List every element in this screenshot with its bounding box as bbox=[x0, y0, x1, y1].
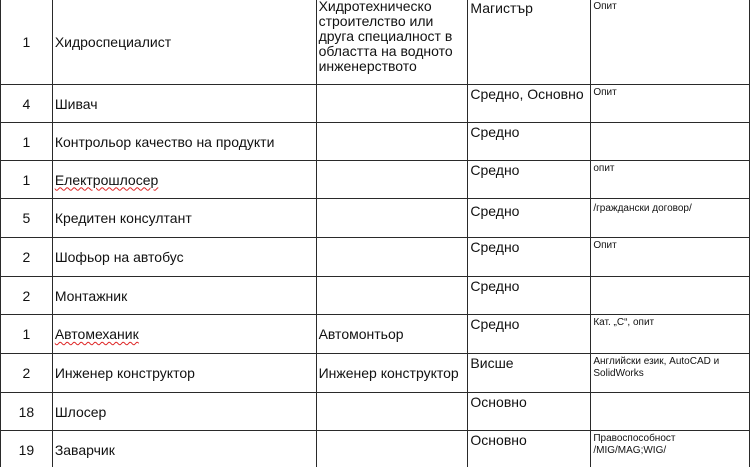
count-cell: 2 bbox=[1, 238, 53, 277]
count-cell: 4 bbox=[1, 85, 53, 123]
table-row bbox=[1, 393, 750, 431]
note-cell: опит bbox=[591, 161, 750, 199]
count-cell: 2 bbox=[1, 277, 53, 315]
specialty-cell bbox=[316, 238, 468, 277]
count-cell: 1 bbox=[1, 161, 53, 199]
note-cell: /граждански договор/ bbox=[591, 199, 750, 238]
table-row bbox=[1, 0, 750, 85]
count-cell: 1 bbox=[1, 315, 53, 354]
position-cell bbox=[52, 315, 316, 354]
education-cell: Средно bbox=[468, 238, 591, 277]
count-cell: 1 bbox=[1, 123, 53, 161]
education-cell: Основно bbox=[468, 431, 591, 467]
table-row bbox=[1, 277, 750, 315]
specialty-cell: Автомонтьор bbox=[316, 315, 468, 354]
table-row bbox=[1, 431, 750, 467]
specialty-cell: Инженер конструктор bbox=[316, 354, 468, 393]
count-cell: 5 bbox=[1, 199, 53, 238]
specialty-cell bbox=[316, 123, 468, 161]
note-cell: Кат. „С“, опит bbox=[591, 315, 750, 354]
table-row bbox=[1, 315, 750, 354]
table-row bbox=[1, 85, 750, 123]
count-cell: 2 bbox=[1, 354, 53, 393]
position-cell: Шивач bbox=[52, 85, 316, 123]
note-cell: Опит bbox=[591, 0, 750, 85]
education-cell: Средно bbox=[468, 123, 591, 161]
specialty-cell bbox=[316, 277, 468, 315]
specialty-cell bbox=[316, 161, 468, 199]
note-cell: Опит bbox=[591, 238, 750, 277]
specialty-cell: Хидротехническо строителство или друга специалност в областта на водното инженерството bbox=[316, 0, 468, 85]
position-cell: Шофьор на автобус bbox=[52, 238, 316, 277]
position-cell: Хидроспециалист bbox=[52, 0, 316, 85]
education-cell: Средно bbox=[468, 161, 591, 199]
education-cell: Средно bbox=[468, 277, 591, 315]
count-cell: 18 bbox=[1, 393, 53, 431]
note-cell bbox=[591, 393, 750, 431]
table-row bbox=[1, 123, 750, 161]
specialty-cell bbox=[316, 431, 468, 467]
count-cell: 19 bbox=[1, 431, 53, 467]
count-cell: 1 bbox=[1, 0, 53, 85]
position-text: Автомеханик bbox=[54, 326, 139, 342]
note-cell: Английски език, AutoCAD и SolidWorks bbox=[591, 354, 750, 393]
specialty-cell bbox=[316, 199, 468, 238]
education-cell: Средно bbox=[468, 315, 591, 354]
table-row bbox=[1, 161, 750, 199]
education-cell: Средно bbox=[468, 199, 591, 238]
specialty-cell bbox=[316, 85, 468, 123]
table-row bbox=[1, 238, 750, 277]
position-cell: Кредитен консултант bbox=[52, 199, 316, 238]
education-cell: Основно bbox=[468, 393, 591, 431]
position-cell: Шлосер bbox=[52, 393, 316, 431]
position-cell: Инженер конструктор bbox=[52, 354, 316, 393]
table-row bbox=[1, 199, 750, 238]
position-cell: Контрольор качество на продукти bbox=[52, 123, 316, 161]
note-cell: Правоспособност /MIG/MAG;WIG/ bbox=[591, 431, 750, 467]
specialty-cell bbox=[316, 393, 468, 431]
position-cell: Монтажник bbox=[52, 277, 316, 315]
education-cell: Средно, Основно bbox=[468, 85, 591, 123]
education-cell: Магистър bbox=[468, 0, 591, 85]
position-text: Електрошлосер bbox=[54, 171, 159, 188]
note-cell: Опит bbox=[591, 85, 750, 123]
position-cell bbox=[52, 161, 316, 199]
note-cell bbox=[591, 123, 750, 161]
note-cell bbox=[591, 277, 750, 315]
education-cell: Висше bbox=[468, 354, 591, 393]
position-cell: Заварчик bbox=[52, 431, 316, 467]
table-row bbox=[1, 354, 750, 393]
